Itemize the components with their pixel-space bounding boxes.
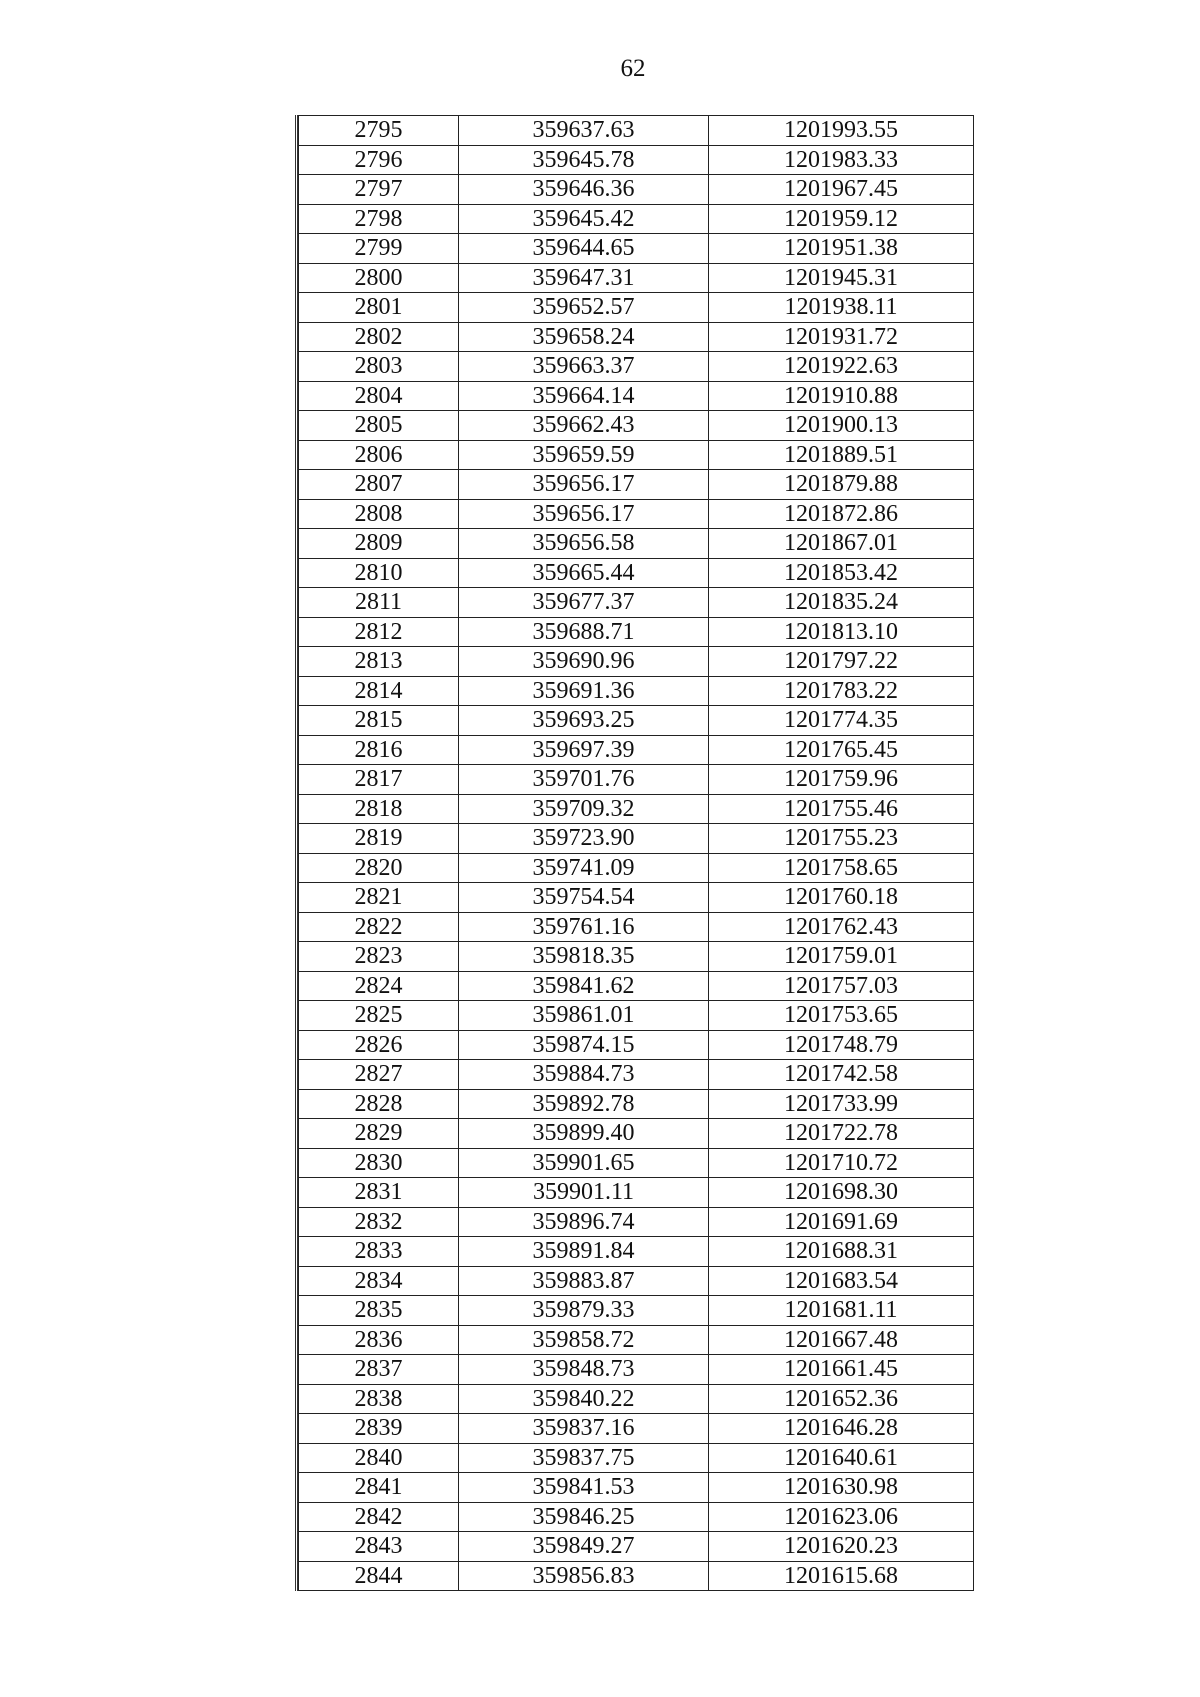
table-row [299,942,974,972]
y-coordinate-cell: 1201733.99 [709,1089,974,1119]
x-coordinate-cell: 359818.35 [459,942,709,972]
point-number-cell: 2798 [299,204,459,234]
point-number-cell: 2828 [299,1089,459,1119]
point-number-cell: 2831 [299,1178,459,1208]
table-row [299,1148,974,1178]
table-row [299,706,974,736]
x-coordinate-cell: 359841.53 [459,1473,709,1503]
y-coordinate-cell: 1201945.31 [709,263,974,293]
table-row [299,647,974,677]
x-coordinate-cell: 359693.25 [459,706,709,736]
point-number-cell: 2799 [299,234,459,264]
y-coordinate-cell: 1201742.58 [709,1060,974,1090]
table-row [299,116,974,146]
x-coordinate-cell: 359848.73 [459,1355,709,1385]
point-number-cell: 2833 [299,1237,459,1267]
x-coordinate-cell: 359901.65 [459,1148,709,1178]
table-row [299,381,974,411]
point-number-cell: 2805 [299,411,459,441]
table-row [299,322,974,352]
y-coordinate-cell: 1201867.01 [709,529,974,559]
point-number-cell: 2822 [299,912,459,942]
y-coordinate-cell: 1201967.45 [709,175,974,205]
table-row [299,1325,974,1355]
y-coordinate-cell: 1201758.65 [709,853,974,883]
table-row [299,1001,974,1031]
x-coordinate-cell: 359884.73 [459,1060,709,1090]
point-number-cell: 2803 [299,352,459,382]
table-row [299,1355,974,1385]
x-coordinate-cell: 359677.37 [459,588,709,618]
table-row [299,588,974,618]
x-coordinate-cell: 359691.36 [459,676,709,706]
x-coordinate-cell: 359637.63 [459,116,709,146]
y-coordinate-cell: 1201783.22 [709,676,974,706]
point-number-cell: 2796 [299,145,459,175]
table-row [299,765,974,795]
y-coordinate-cell: 1201683.54 [709,1266,974,1296]
y-coordinate-cell: 1201922.63 [709,352,974,382]
x-coordinate-cell: 359901.11 [459,1178,709,1208]
table-row [299,617,974,647]
y-coordinate-cell: 1201872.86 [709,499,974,529]
x-coordinate-cell: 359879.33 [459,1296,709,1326]
table-row [299,1119,974,1149]
table-row [299,1030,974,1060]
y-coordinate-cell: 1201753.65 [709,1001,974,1031]
table-row [299,470,974,500]
x-coordinate-cell: 359856.83 [459,1561,709,1591]
table-row [299,1384,974,1414]
point-number-cell: 2827 [299,1060,459,1090]
y-coordinate-cell: 1201652.36 [709,1384,974,1414]
point-number-cell: 2813 [299,647,459,677]
x-coordinate-cell: 359837.16 [459,1414,709,1444]
point-number-cell: 2826 [299,1030,459,1060]
y-coordinate-cell: 1201691.69 [709,1207,974,1237]
point-number-cell: 2810 [299,558,459,588]
table-row [299,1060,974,1090]
point-number-cell: 2811 [299,588,459,618]
x-coordinate-cell: 359701.76 [459,765,709,795]
y-coordinate-cell: 1201615.68 [709,1561,974,1591]
y-coordinate-cell: 1201698.30 [709,1178,974,1208]
table-row [299,883,974,913]
table-row [299,440,974,470]
point-number-cell: 2842 [299,1502,459,1532]
y-coordinate-cell: 1201757.03 [709,971,974,1001]
table-row [299,499,974,529]
x-coordinate-cell: 359645.42 [459,204,709,234]
x-coordinate-cell: 359656.58 [459,529,709,559]
x-coordinate-cell: 359874.15 [459,1030,709,1060]
x-coordinate-cell: 359741.09 [459,853,709,883]
point-number-cell: 2820 [299,853,459,883]
point-number-cell: 2838 [299,1384,459,1414]
point-number-cell: 2834 [299,1266,459,1296]
y-coordinate-cell: 1201835.24 [709,588,974,618]
x-coordinate-cell: 359899.40 [459,1119,709,1149]
point-number-cell: 2836 [299,1325,459,1355]
x-coordinate-cell: 359658.24 [459,322,709,352]
x-coordinate-cell: 359662.43 [459,411,709,441]
point-number-cell: 2832 [299,1207,459,1237]
point-number-cell: 2829 [299,1119,459,1149]
table-row [299,204,974,234]
y-coordinate-cell: 1201797.22 [709,647,974,677]
x-coordinate-cell: 359644.65 [459,234,709,264]
point-number-cell: 2802 [299,322,459,352]
table-row [299,676,974,706]
y-coordinate-cell: 1201938.11 [709,293,974,323]
coordinates-table-body [299,116,974,1591]
y-coordinate-cell: 1201688.31 [709,1237,974,1267]
y-coordinate-cell: 1201931.72 [709,322,974,352]
x-coordinate-cell: 359688.71 [459,617,709,647]
point-number-cell: 2839 [299,1414,459,1444]
y-coordinate-cell: 1201755.23 [709,824,974,854]
table-row [299,1266,974,1296]
table-row [299,971,974,1001]
x-coordinate-cell: 359663.37 [459,352,709,382]
point-number-cell: 2812 [299,617,459,647]
y-coordinate-cell: 1201646.28 [709,1414,974,1444]
point-number-cell: 2795 [299,116,459,146]
y-coordinate-cell: 1201765.45 [709,735,974,765]
point-number-cell: 2816 [299,735,459,765]
table-row [299,853,974,883]
x-coordinate-cell: 359723.90 [459,824,709,854]
table-row [299,175,974,205]
table-row [299,1561,974,1591]
y-coordinate-cell: 1201759.01 [709,942,974,972]
table-row [299,1443,974,1473]
point-number-cell: 2800 [299,263,459,293]
table-row [299,1296,974,1326]
point-number-cell: 2841 [299,1473,459,1503]
table-row [299,234,974,264]
point-number-cell: 2807 [299,470,459,500]
point-number-cell: 2840 [299,1443,459,1473]
point-number-cell: 2814 [299,676,459,706]
point-number-cell: 2801 [299,293,459,323]
y-coordinate-cell: 1201710.72 [709,1148,974,1178]
x-coordinate-cell: 359849.27 [459,1532,709,1562]
y-coordinate-cell: 1201759.96 [709,765,974,795]
coordinates-table [298,115,974,1591]
x-coordinate-cell: 359647.31 [459,263,709,293]
x-coordinate-cell: 359896.74 [459,1207,709,1237]
y-coordinate-cell: 1201620.23 [709,1532,974,1562]
y-coordinate-cell: 1201910.88 [709,381,974,411]
y-coordinate-cell: 1201748.79 [709,1030,974,1060]
x-coordinate-cell: 359646.36 [459,175,709,205]
y-coordinate-cell: 1201681.11 [709,1296,974,1326]
coordinates-table-frame [295,115,973,1591]
table-row [299,293,974,323]
point-number-cell: 2819 [299,824,459,854]
y-coordinate-cell: 1201667.48 [709,1325,974,1355]
x-coordinate-cell: 359837.75 [459,1443,709,1473]
x-coordinate-cell: 359656.17 [459,470,709,500]
table-row [299,529,974,559]
y-coordinate-cell: 1201951.38 [709,234,974,264]
point-number-cell: 2806 [299,440,459,470]
y-coordinate-cell: 1201813.10 [709,617,974,647]
x-coordinate-cell: 359709.32 [459,794,709,824]
point-number-cell: 2824 [299,971,459,1001]
point-number-cell: 2815 [299,706,459,736]
y-coordinate-cell: 1201755.46 [709,794,974,824]
point-number-cell: 2821 [299,883,459,913]
point-number-cell: 2843 [299,1532,459,1562]
point-number-cell: 2817 [299,765,459,795]
table-row [299,145,974,175]
y-coordinate-cell: 1201640.61 [709,1443,974,1473]
point-number-cell: 2835 [299,1296,459,1326]
y-coordinate-cell: 1201983.33 [709,145,974,175]
table-row [299,1502,974,1532]
table-row [299,263,974,293]
table-row [299,824,974,854]
x-coordinate-cell: 359645.78 [459,145,709,175]
x-coordinate-cell: 359892.78 [459,1089,709,1119]
x-coordinate-cell: 359761.16 [459,912,709,942]
point-number-cell: 2804 [299,381,459,411]
y-coordinate-cell: 1201630.98 [709,1473,974,1503]
x-coordinate-cell: 359858.72 [459,1325,709,1355]
x-coordinate-cell: 359697.39 [459,735,709,765]
y-coordinate-cell: 1201900.13 [709,411,974,441]
table-row [299,1178,974,1208]
x-coordinate-cell: 359652.57 [459,293,709,323]
point-number-cell: 2830 [299,1148,459,1178]
x-coordinate-cell: 359659.59 [459,440,709,470]
point-number-cell: 2823 [299,942,459,972]
point-number-cell: 2818 [299,794,459,824]
table-row [299,794,974,824]
x-coordinate-cell: 359656.17 [459,499,709,529]
y-coordinate-cell: 1201879.88 [709,470,974,500]
x-coordinate-cell: 359754.54 [459,883,709,913]
x-coordinate-cell: 359861.01 [459,1001,709,1031]
x-coordinate-cell: 359891.84 [459,1237,709,1267]
table-row [299,1473,974,1503]
table-row [299,1237,974,1267]
table-row [299,912,974,942]
table-row [299,411,974,441]
y-coordinate-cell: 1201760.18 [709,883,974,913]
point-number-cell: 2825 [299,1001,459,1031]
y-coordinate-cell: 1201762.43 [709,912,974,942]
page-number: 62 [620,55,646,82]
x-coordinate-cell: 359841.62 [459,971,709,1001]
x-coordinate-cell: 359665.44 [459,558,709,588]
x-coordinate-cell: 359664.14 [459,381,709,411]
y-coordinate-cell: 1201623.06 [709,1502,974,1532]
y-coordinate-cell: 1201774.35 [709,706,974,736]
table-row [299,1414,974,1444]
y-coordinate-cell: 1201853.42 [709,558,974,588]
point-number-cell: 2808 [299,499,459,529]
x-coordinate-cell: 359846.25 [459,1502,709,1532]
y-coordinate-cell: 1201661.45 [709,1355,974,1385]
y-coordinate-cell: 1201889.51 [709,440,974,470]
table-row [299,1089,974,1119]
x-coordinate-cell: 359883.87 [459,1266,709,1296]
y-coordinate-cell: 1201959.12 [709,204,974,234]
point-number-cell: 2797 [299,175,459,205]
table-row [299,735,974,765]
point-number-cell: 2837 [299,1355,459,1385]
point-number-cell: 2844 [299,1561,459,1591]
point-number-cell: 2809 [299,529,459,559]
table-row [299,352,974,382]
table-row [299,1207,974,1237]
x-coordinate-cell: 359690.96 [459,647,709,677]
y-coordinate-cell: 1201722.78 [709,1119,974,1149]
x-coordinate-cell: 359840.22 [459,1384,709,1414]
y-coordinate-cell: 1201993.55 [709,116,974,146]
table-row [299,1532,974,1562]
table-row [299,558,974,588]
